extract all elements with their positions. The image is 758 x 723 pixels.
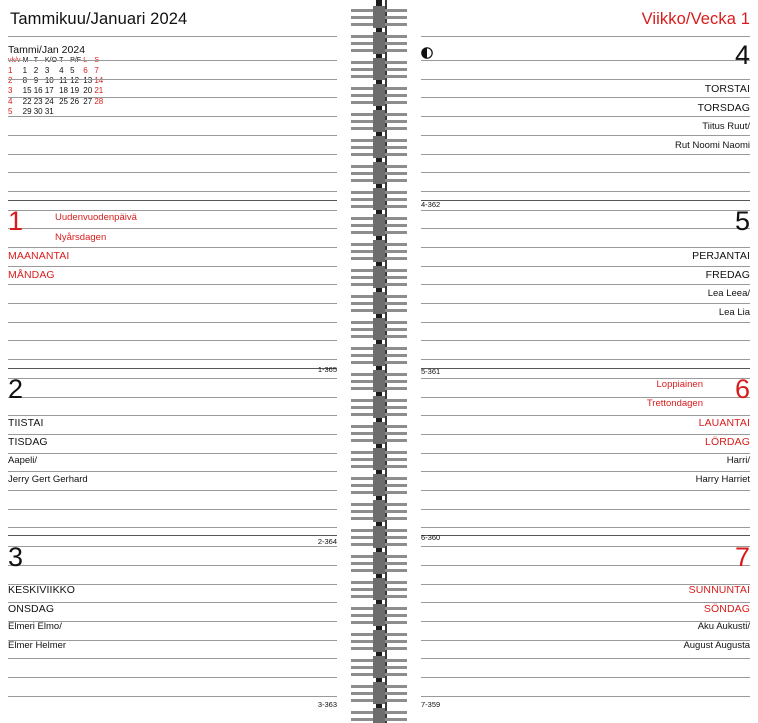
mini-day: 23 bbox=[33, 96, 43, 106]
ruled-line bbox=[421, 266, 750, 267]
day-names-fi: Lea Leea/ bbox=[707, 288, 750, 299]
ruled-line bbox=[8, 565, 337, 566]
ruled-line bbox=[421, 340, 750, 341]
spiral-binding bbox=[345, 0, 413, 723]
ruled-line bbox=[8, 322, 337, 323]
ruled-line bbox=[421, 415, 750, 416]
mini-day: 16 bbox=[33, 86, 43, 96]
ruled-line bbox=[421, 359, 750, 360]
ruled-line bbox=[421, 565, 750, 566]
ruled-line bbox=[8, 191, 337, 192]
mini-week-number: 5 bbox=[8, 106, 13, 116]
spiral-coil bbox=[351, 656, 407, 682]
mini-day: 26 bbox=[70, 96, 80, 106]
ruled-line bbox=[421, 210, 750, 211]
day-weekday-fi: PERJANTAI bbox=[692, 250, 750, 262]
ruled-line bbox=[421, 191, 750, 192]
mini-day: 1 bbox=[22, 65, 28, 75]
ruled-line bbox=[421, 677, 750, 678]
ruled-line bbox=[421, 696, 750, 697]
ruled-line bbox=[421, 284, 750, 285]
mini-col-thu: T bbox=[59, 57, 64, 64]
ruled-line bbox=[421, 135, 750, 136]
day-separator bbox=[421, 368, 750, 369]
spiral-coil bbox=[351, 214, 407, 240]
ruled-line bbox=[8, 154, 337, 155]
mini-day: 12 bbox=[70, 76, 80, 86]
mini-day: 2 bbox=[33, 65, 39, 75]
day-names-sv: Jerry Gert Gerhard bbox=[8, 474, 88, 485]
mini-col-sat: L bbox=[83, 57, 88, 64]
mini-day: 22 bbox=[22, 96, 32, 106]
spiral-coil bbox=[351, 318, 407, 344]
ruled-line bbox=[8, 210, 337, 211]
ruled-line bbox=[421, 509, 750, 510]
mini-day: 13 bbox=[83, 76, 93, 86]
day-names-sv: Lea Lia bbox=[718, 307, 750, 318]
spiral-coil bbox=[351, 708, 407, 723]
ruled-line bbox=[8, 378, 337, 379]
day-names-fi: Aku Aukusti/ bbox=[697, 621, 750, 632]
mini-day: 29 bbox=[22, 106, 32, 116]
ruled-line bbox=[421, 79, 750, 80]
spiral-coil bbox=[351, 448, 407, 474]
day-count: 4-362 bbox=[421, 200, 441, 209]
day-names-sv: August Augusta bbox=[683, 640, 750, 651]
ruled-line bbox=[421, 116, 750, 117]
day-number: 7 bbox=[734, 542, 750, 572]
mini-col-fri: P/F bbox=[70, 57, 82, 64]
spiral-coil bbox=[351, 500, 407, 526]
ruled-line bbox=[8, 36, 337, 37]
spiral-coil bbox=[351, 526, 407, 552]
mini-day: 8 bbox=[22, 76, 28, 86]
day-names-sv: Elmer Helmer bbox=[8, 640, 67, 651]
page-title-week: Viikko/Vecka 1 bbox=[641, 10, 750, 28]
ruled-line bbox=[8, 602, 337, 603]
mini-day: 19 bbox=[70, 86, 80, 96]
mini-week-number: 3 bbox=[8, 86, 13, 96]
day-weekday-fi: LAUANTAI bbox=[698, 417, 750, 429]
mini-col-week: vk/v bbox=[8, 57, 21, 64]
day-weekday-sv: FREDAG bbox=[705, 269, 750, 281]
ruled-line bbox=[421, 453, 750, 454]
day-weekday-sv: SÖNDAG bbox=[703, 603, 750, 615]
day-weekday-sv: LÖRDAG bbox=[705, 436, 750, 448]
spiral-coil bbox=[351, 552, 407, 578]
day-separator bbox=[8, 368, 337, 369]
day-holiday-sv: Nyårsdagen bbox=[55, 232, 107, 243]
day-separator bbox=[8, 200, 337, 201]
day-weekday-fi: TIISTAI bbox=[8, 417, 44, 429]
spiral-coil bbox=[351, 188, 407, 214]
mini-day: 10 bbox=[44, 76, 54, 86]
mini-col-tue: T bbox=[33, 57, 39, 64]
spiral-coil bbox=[351, 84, 407, 110]
ruled-line bbox=[421, 60, 750, 61]
mini-day: 5 bbox=[70, 65, 75, 75]
ruled-line bbox=[8, 116, 337, 117]
spiral-coil bbox=[351, 370, 407, 396]
day-weekday-sv: TORSDAG bbox=[697, 102, 750, 114]
mini-day: 6 bbox=[83, 65, 88, 75]
spiral-coil bbox=[351, 32, 407, 58]
spiral-coil bbox=[351, 396, 407, 422]
spiral-coil bbox=[351, 682, 407, 708]
mini-day: 9 bbox=[33, 76, 39, 86]
spiral-coil bbox=[351, 136, 407, 162]
mini-day: 24 bbox=[44, 96, 54, 106]
day-weekday-sv: ONSDAG bbox=[8, 603, 55, 615]
left-page bbox=[0, 0, 345, 723]
mini-day: 30 bbox=[33, 106, 43, 116]
mini-day: 11 bbox=[59, 76, 68, 86]
day-count: 3-363 bbox=[317, 700, 337, 709]
spiral-coil bbox=[351, 344, 407, 370]
day-holiday-fi: Uudenvuodenpäivä bbox=[55, 212, 137, 223]
ruled-line bbox=[8, 266, 337, 267]
ruled-line bbox=[8, 303, 337, 304]
day-number: 4 bbox=[734, 40, 750, 70]
mini-day: 25 bbox=[59, 96, 68, 106]
ruled-line bbox=[8, 79, 337, 80]
mini-calendar-title: Tammi/Jan 2024 bbox=[8, 44, 86, 56]
day-names-fi: Tiitus Ruut/ bbox=[702, 121, 750, 132]
ruled-line bbox=[8, 471, 337, 472]
day-names-sv: Rut Noomi Naomi bbox=[675, 140, 750, 151]
day-names-fi: Aapeli/ bbox=[8, 455, 38, 466]
day-separator bbox=[8, 535, 337, 536]
ruled-line bbox=[421, 322, 750, 323]
mini-week-number: 2 bbox=[8, 76, 13, 86]
ruled-line bbox=[421, 97, 750, 98]
spiral-coil bbox=[351, 266, 407, 292]
day-weekday-fi: KESKIVIIKKO bbox=[8, 584, 76, 596]
day-names-sv: Harry Harriet bbox=[695, 474, 750, 485]
day-number: 5 bbox=[734, 206, 750, 236]
day-weekday-sv: MÅNDAG bbox=[8, 269, 55, 281]
ruled-line bbox=[8, 228, 337, 229]
day-names-fi: Harri/ bbox=[726, 455, 750, 466]
day-weekday-fi: TORSTAI bbox=[704, 83, 750, 95]
day-weekday-fi: SUNNUNTAI bbox=[688, 584, 750, 596]
ruled-line bbox=[8, 135, 337, 136]
ruled-line bbox=[8, 677, 337, 678]
day-weekday-fi: MAANANTAI bbox=[8, 250, 70, 262]
ruled-line bbox=[8, 490, 337, 491]
page-title-month: Tammikuu/Januari 2024 bbox=[10, 10, 188, 28]
spiral-coil bbox=[351, 630, 407, 656]
ruled-line bbox=[8, 546, 337, 547]
spiral-coil bbox=[351, 110, 407, 136]
ruled-line bbox=[8, 415, 337, 416]
mini-day: 7 bbox=[94, 65, 99, 75]
ruled-line bbox=[8, 247, 337, 248]
mini-day: 18 bbox=[59, 86, 68, 96]
right-page bbox=[413, 0, 758, 723]
spiral-coil bbox=[351, 422, 407, 448]
spiral-coil bbox=[351, 58, 407, 84]
ruled-line bbox=[421, 546, 750, 547]
ruled-line bbox=[8, 509, 337, 510]
ruled-line bbox=[8, 658, 337, 659]
ruled-line bbox=[421, 434, 750, 435]
mini-col-mon: M bbox=[22, 57, 29, 64]
mini-col-sun: S bbox=[94, 57, 100, 64]
ruled-line bbox=[421, 36, 750, 37]
spiral-coil bbox=[351, 578, 407, 604]
day-number: 2 bbox=[8, 374, 24, 404]
ruled-line bbox=[421, 303, 750, 304]
spiral-coil bbox=[351, 162, 407, 188]
mini-day: 21 bbox=[94, 86, 104, 96]
mini-day: 3 bbox=[44, 65, 50, 75]
day-count: 2-364 bbox=[317, 537, 337, 546]
day-count: 1-365 bbox=[317, 365, 337, 374]
day-separator bbox=[421, 535, 750, 536]
day-number: 6 bbox=[734, 374, 750, 404]
mini-day: 15 bbox=[22, 86, 32, 96]
day-weekday-sv: TISDAG bbox=[8, 436, 48, 448]
mini-week-number: 4 bbox=[8, 96, 13, 106]
ruled-line bbox=[8, 527, 337, 528]
ruled-line bbox=[8, 696, 337, 697]
ruled-line bbox=[421, 658, 750, 659]
mini-day: 31 bbox=[44, 106, 54, 116]
ruled-line bbox=[421, 172, 750, 173]
ruled-line bbox=[421, 154, 750, 155]
day-count: 5-361 bbox=[421, 367, 441, 376]
ruled-line bbox=[421, 471, 750, 472]
ruled-line bbox=[8, 434, 337, 435]
ruled-line bbox=[8, 397, 337, 398]
spiral-coil bbox=[351, 6, 407, 32]
mini-day: 4 bbox=[59, 65, 64, 75]
ruled-line bbox=[421, 602, 750, 603]
day-separator bbox=[421, 200, 750, 201]
ruled-line bbox=[8, 453, 337, 454]
day-number: 1 bbox=[8, 206, 24, 236]
day-count: 6-360 bbox=[421, 533, 441, 542]
mini-day: 17 bbox=[44, 86, 54, 96]
spiral-coil bbox=[351, 240, 407, 266]
spiral-coil bbox=[351, 292, 407, 318]
ruled-line bbox=[421, 490, 750, 491]
ruled-line bbox=[421, 228, 750, 229]
mini-day: 28 bbox=[94, 96, 104, 106]
mini-day: 27 bbox=[83, 96, 93, 106]
ruled-line bbox=[421, 527, 750, 528]
ruled-line bbox=[8, 97, 337, 98]
ruled-line bbox=[8, 284, 337, 285]
ruled-line bbox=[8, 172, 337, 173]
ruled-line bbox=[421, 247, 750, 248]
ruled-line bbox=[8, 60, 337, 61]
spiral-coil bbox=[351, 474, 407, 500]
mini-week-number: 1 bbox=[8, 65, 13, 75]
day-count: 7-359 bbox=[421, 700, 441, 709]
mini-day: 20 bbox=[83, 86, 93, 96]
ruled-line bbox=[8, 340, 337, 341]
mini-col-wed: K/O bbox=[44, 57, 57, 64]
ruled-line bbox=[8, 359, 337, 360]
mini-day: 14 bbox=[94, 76, 104, 86]
day-holiday-fi: Loppiainen bbox=[656, 379, 703, 390]
moon-last-quarter-icon bbox=[421, 47, 433, 59]
day-number: 3 bbox=[8, 542, 24, 572]
spiral-coil bbox=[351, 604, 407, 630]
day-names-fi: Elmeri Elmo/ bbox=[8, 621, 62, 632]
day-holiday-sv: Trettondagen bbox=[646, 398, 703, 409]
